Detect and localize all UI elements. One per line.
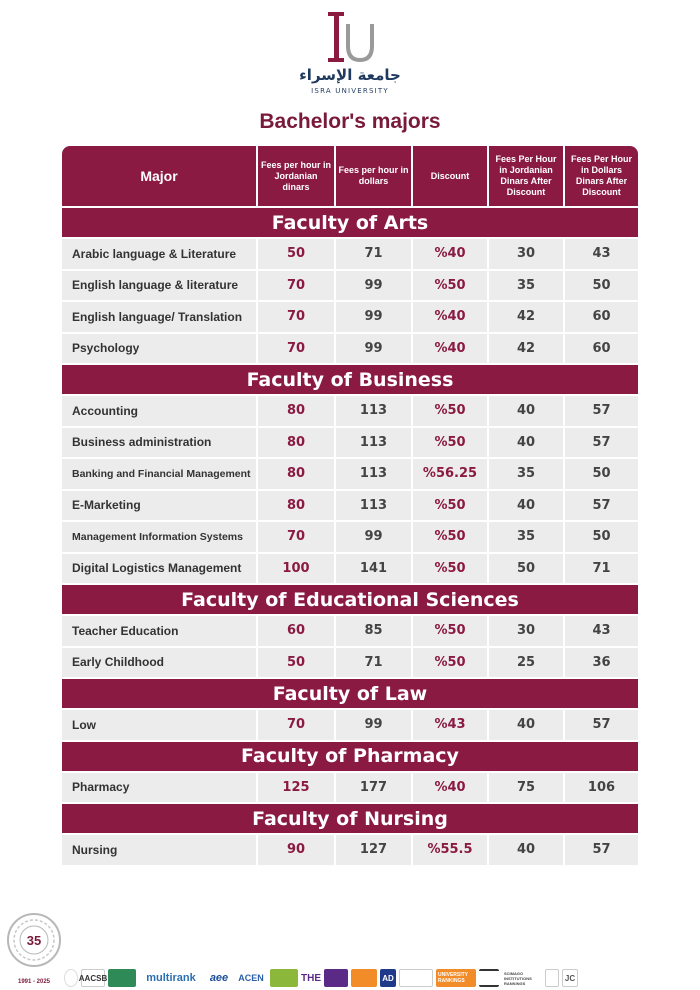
ranking-logo-green-icon [108,969,136,987]
ranking-logo-acen: ACEN [235,969,267,987]
header-fees-usd-after: Fees Per Hour in Dollars Dinars After Discount [563,146,638,206]
cell-fees-jod: 50 [256,239,334,269]
cell-major: Banking and Financial Management [62,459,256,489]
faculty-header: Faculty of Business [62,363,638,394]
cell-major: Business administration [62,428,256,458]
table-row [62,237,638,269]
cell-major: Digital Logistics Management [62,554,256,584]
cell-major: Management Information Systems [62,522,256,552]
cell-fees-jod-after: 30 [487,616,563,646]
cell-major: English language/ Translation [62,302,256,332]
cell-discount: %50 [411,648,487,678]
header-fees-jod: Fees per hour in Jordanian dinars [256,146,334,206]
anniversary-seal-icon [6,912,62,968]
cell-discount: %50 [411,428,487,458]
table-row [62,833,638,865]
cell-major: Early Childhood [62,648,256,678]
cell-fees-usd: 71 [334,648,411,678]
table-row [62,394,638,426]
cell-fees-jod: 70 [256,334,334,364]
table-row [62,300,638,332]
cell-fees-jod: 70 [256,522,334,552]
cell-discount: %50 [411,522,487,552]
cell-fees-jod: 70 [256,302,334,332]
ranking-logo-purple-icon [324,969,348,987]
ranking-logo-university-rankings: UNIVERSITY RANKINGS [436,969,476,987]
cell-fees-usd: 99 [334,334,411,364]
header-major: Major [140,167,178,184]
ranking-logo-world-icon [270,969,298,987]
cell-fees-jod-after: 35 [487,522,563,552]
ranking-logo-multirank: multirank [139,969,203,987]
ranking-logo-scimago: SCIMAGO INSTITUTIONS RANKINGS [502,969,542,987]
table-row [62,614,638,646]
faculty-header: Faculty of Nursing [62,802,638,833]
cell-major: Accounting [62,396,256,426]
faculty-header: Faculty of Pharmacy [62,740,638,771]
table-row [62,457,638,489]
cell-fees-usd: 113 [334,428,411,458]
cell-fees-usd-after: 57 [563,835,638,865]
logo-mark-icon [324,10,376,66]
cell-fees-jod-after: 35 [487,271,563,301]
cell-fees-jod: 100 [256,554,334,584]
cell-fees-jod: 80 [256,459,334,489]
cell-fees-usd-after: 57 [563,428,638,458]
table-row [62,520,638,552]
cell-fees-usd-after: 50 [563,271,638,301]
cell-fees-jod-after: 40 [487,835,563,865]
cell-discount: %50 [411,271,487,301]
header-fees-usd: Fees per hour in dollars [334,146,411,206]
cell-fees-jod-after: 35 [487,459,563,489]
cell-fees-jod-after: 40 [487,710,563,740]
cell-fees-jod: 80 [256,428,334,458]
cell-fees-jod-after: 42 [487,334,563,364]
header-discount: Discount [411,146,487,206]
table-row [62,489,638,521]
cell-fees-usd-after: 43 [563,239,638,269]
faculty-header: Faculty of Arts [62,206,638,237]
ranking-logos [64,966,700,990]
cell-fees-usd: 99 [334,710,411,740]
cell-fees-usd-after: 106 [563,773,638,803]
cell-fees-jod: 80 [256,491,334,521]
cell-discount: %50 [411,396,487,426]
header-fees-jod-after: Fees Per Hour in Jordanian Dinars After Discount [487,146,563,206]
cell-fees-usd-after: 50 [563,459,638,489]
cell-fees-usd: 71 [334,239,411,269]
faculty-header: Faculty of Law [62,677,638,708]
institution-columns-icon [479,969,499,987]
logo-arabic-name: جامعة الإسراء [299,66,401,84]
logo-english-name: ISRA UNIVERSITY [311,87,389,95]
cell-major: Teacher Education [62,616,256,646]
cell-major: Psychology [62,334,256,364]
table-row [62,646,638,678]
cell-discount: %50 [411,616,487,646]
ranking-logo-jc: JC [562,969,578,987]
cell-discount: %56.25 [411,459,487,489]
cell-fees-jod: 80 [256,396,334,426]
cell-fees-jod: 125 [256,773,334,803]
cell-major: E-Marketing [62,491,256,521]
cell-fees-jod-after: 25 [487,648,563,678]
cell-discount: %40 [411,302,487,332]
table-row [62,332,638,364]
university-logo [0,8,700,98]
cell-fees-usd: 85 [334,616,411,646]
cell-fees-usd-after: 57 [563,396,638,426]
table-header [62,146,638,206]
cell-discount: %40 [411,334,487,364]
ranking-logo-flag-icon [545,969,559,987]
table-row [62,552,638,584]
cell-major: Nursing [62,835,256,865]
cell-major: English language & literature [62,271,256,301]
cell-fees-usd: 113 [334,459,411,489]
cell-fees-usd-after: 60 [563,334,638,364]
cell-fees-usd-after: 43 [563,616,638,646]
cell-fees-usd-after: 57 [563,710,638,740]
table-row [62,771,638,803]
cell-fees-jod: 90 [256,835,334,865]
ranking-logo-ad: AD [380,969,396,987]
anniversary-years: 1991 - 2025 [17,979,51,985]
table-row [62,708,638,740]
ranking-logo-ad-text-icon [399,969,433,987]
table-row [62,269,638,301]
cell-fees-usd-after: 36 [563,648,638,678]
cell-fees-jod: 60 [256,616,334,646]
cell-major: Low [62,710,256,740]
cell-fees-usd-after: 57 [563,491,638,521]
table-row [62,426,638,458]
ranking-logo-aacsb: AACSB [81,969,105,987]
cell-fees-usd-after: 71 [563,554,638,584]
cell-fees-jod-after: 42 [487,302,563,332]
cell-fees-usd: 99 [334,522,411,552]
cell-fees-jod-after: 40 [487,491,563,521]
seal-number: 35 [26,933,42,948]
cell-fees-usd-after: 50 [563,522,638,552]
ranking-logo-orange-icon [351,969,377,987]
cell-discount: %50 [411,554,487,584]
faculty-header: Faculty of Educational Sciences [62,583,638,614]
fees-table [62,146,638,865]
cell-fees-jod: 70 [256,271,334,301]
cell-fees-jod-after: 30 [487,239,563,269]
cell-discount: %40 [411,239,487,269]
cell-fees-usd: 127 [334,835,411,865]
cell-major: Pharmacy [62,773,256,803]
cell-discount: %55.5 [411,835,487,865]
cell-fees-jod-after: 40 [487,428,563,458]
cell-fees-usd: 141 [334,554,411,584]
cell-fees-usd: 177 [334,773,411,803]
cell-fees-usd: 99 [334,302,411,332]
ranking-logo-the: THE [301,969,321,987]
cell-discount: %40 [411,773,487,803]
cell-major: Arabic language & Literature [62,239,256,269]
cell-fees-jod: 70 [256,710,334,740]
cell-fees-usd: 99 [334,271,411,301]
cell-fees-usd: 113 [334,396,411,426]
table-body [62,206,638,865]
cell-fees-usd: 113 [334,491,411,521]
page-title: Bachelor's majors [259,110,441,133]
ranking-logo-aee: aee [206,969,232,987]
cell-fees-jod-after: 40 [487,396,563,426]
cell-discount: %50 [411,491,487,521]
cell-fees-usd-after: 60 [563,302,638,332]
cell-fees-jod: 50 [256,648,334,678]
cell-fees-jod-after: 75 [487,773,563,803]
cell-discount: %43 [411,710,487,740]
ranking-logo-round-icon [64,969,78,987]
cell-fees-jod-after: 50 [487,554,563,584]
